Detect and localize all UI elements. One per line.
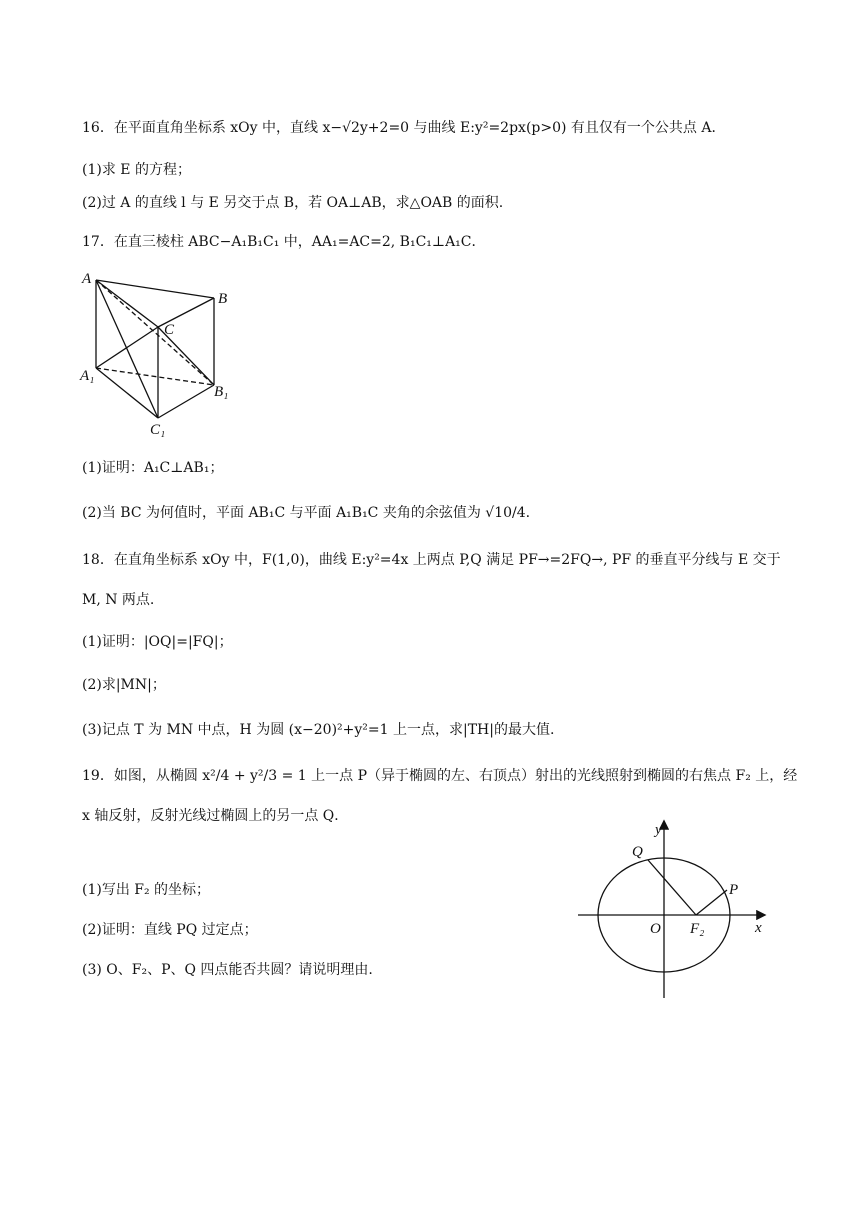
- label-y: y: [655, 822, 662, 838]
- problem-18-part-3: (3)记点 T 为 MN 中点，H 为圆 (x−20)²+y²=1 上一点，求|TH|的最大值.: [82, 722, 555, 738]
- label-P: P: [729, 882, 739, 898]
- problem-19-stem-line-2: x 轴反射，反射光线过椭圆上的另一点 Q．: [82, 808, 349, 824]
- edge-AC: [96, 280, 158, 327]
- problem-18-part-1: (1)证明：|OQ|=|FQ|；: [82, 634, 233, 650]
- label-C: C: [164, 322, 175, 338]
- edge-C1B1: [158, 385, 214, 418]
- edge-AC1: [96, 280, 158, 418]
- label-B: B: [218, 291, 228, 307]
- edge-A1C1: [96, 368, 158, 418]
- problem-17-stem: 17．在直三棱柱 ABC−A₁B₁C₁ 中，AA₁=AC=2, B₁C₁⊥A₁C．: [82, 234, 486, 250]
- edge-A1C: [96, 327, 158, 368]
- prism-figure: [76, 268, 246, 442]
- problem-19-part-3: (3) O、F₂、P、Q 四点能否共圆？请说明理由.: [82, 962, 373, 978]
- label-C1: C₁: [150, 422, 166, 438]
- label-Q: Q: [632, 844, 643, 860]
- edge-AB: [96, 280, 214, 298]
- problem-19-part-1: (1)写出 F₂ 的坐标；: [82, 882, 211, 898]
- problem-17-part-2: (2)当 BC 为何值时，平面 AB₁C 与平面 A₁B₁C 夹角的余弦值为 √10/4.: [82, 505, 531, 521]
- problem-18-stem-line-2: M, N 两点.: [82, 592, 155, 608]
- problem-16-part-1: (1)求 E 的方程；: [82, 162, 191, 178]
- problem-17-part-1: (1)证明：A₁C⊥AB₁；: [82, 460, 224, 476]
- problem-16-stem: 16．在平面直角坐标系 xOy 中，直线 x−√2y+2=0 与曲线 E:y²=2px(p>0) 有且仅有一个公共点 A．: [82, 120, 726, 136]
- label-O: O: [650, 921, 661, 937]
- label-F2: F₂: [690, 921, 705, 937]
- label-B1: B₁: [214, 384, 229, 400]
- problem-16-part-2: (2)过 A 的直线 l 与 E 另交于点 B，若 OA⊥AB，求△OAB 的面积.: [82, 195, 504, 211]
- ellipse-figure: [572, 818, 772, 1002]
- segment-F2P: [696, 890, 727, 915]
- problem-18-part-2: (2)求|MN|；: [82, 677, 166, 693]
- label-A: A: [82, 271, 92, 287]
- label-x: x: [755, 920, 762, 936]
- segment-QF2: [648, 860, 696, 915]
- problem-19-stem-line-1: 19．如图，从椭圆 x²/4 + y²/3 = 1 上一点 P（异于椭圆的左、右顶点）射出的光线照射到椭圆的右焦点 F₂ 上，经: [82, 768, 798, 784]
- problem-18-stem-line-1: 18．在直角坐标系 xOy 中，F(1,0)，曲线 E:y²=4x 上两点 P,Q 满足 PF→=2FQ→, PF 的垂直平分线与 E 交于: [82, 552, 781, 568]
- label-A1: A₁: [80, 368, 95, 384]
- problem-19-part-2: (2)证明：直线 PQ 过定点；: [82, 922, 258, 938]
